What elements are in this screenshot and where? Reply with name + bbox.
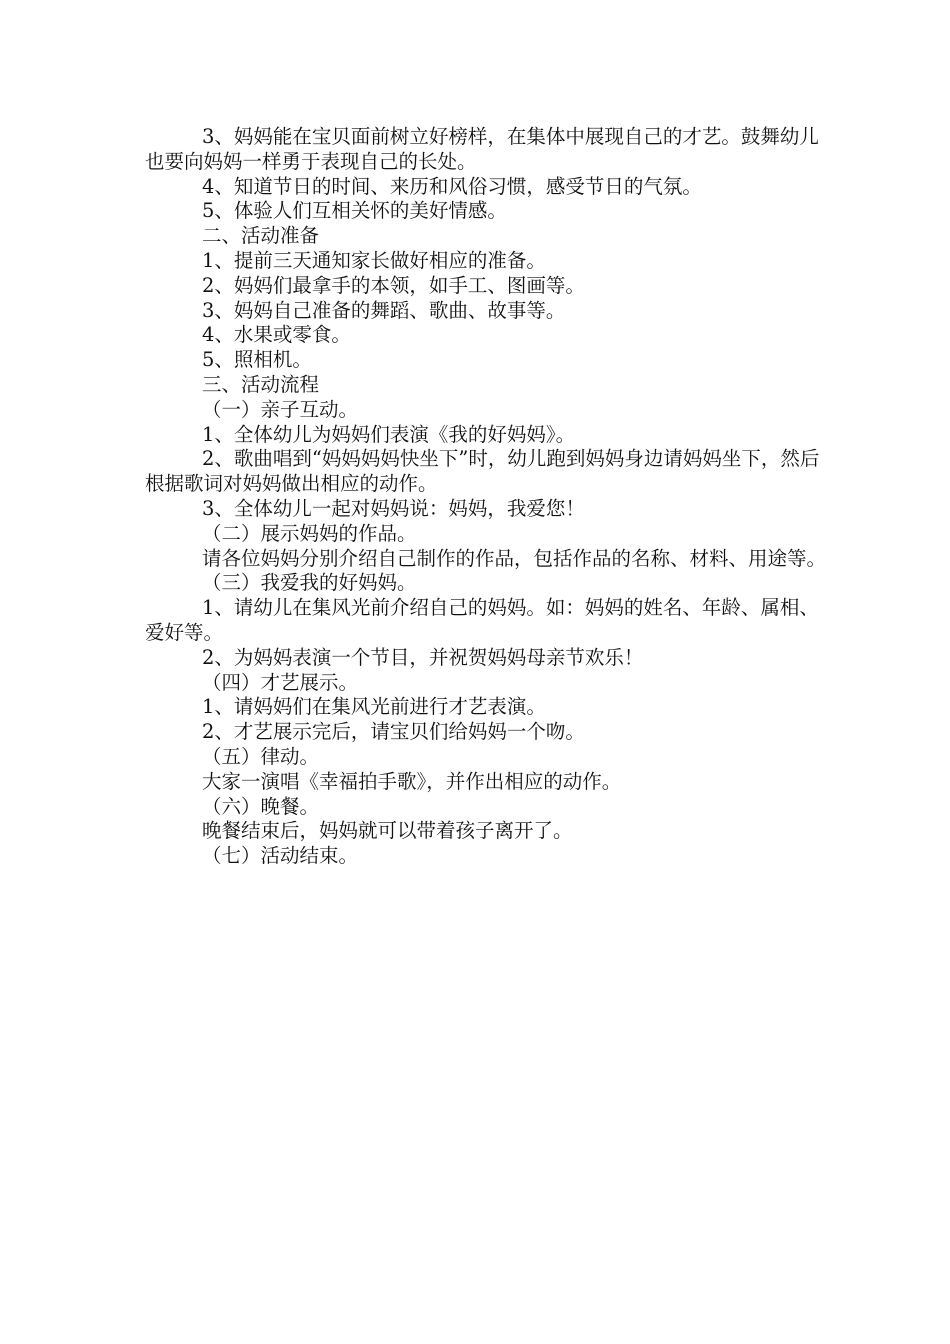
paragraph-step-3-2: 2、为妈妈表演一个节目，并祝贺妈妈母亲节欢乐！	[202, 645, 644, 669]
subsection-heading-1: （一）亲子互动。	[202, 397, 359, 421]
document-body	[145, 125, 835, 869]
paragraph-prep-1: 1、提前三天通知家长做好相应的准备。	[202, 248, 546, 272]
subsection-heading-7: （七）活动结束。	[202, 844, 359, 868]
paragraph-step-2-1: 请各位妈妈分别介绍自己制作的作品，包括作品的名称、材料、用途等。	[202, 546, 827, 570]
section-heading-process: 三、活动流程	[202, 372, 320, 396]
paragraph-prep-2: 2、妈妈们最拿手的本领，如手工、图画等。	[202, 273, 585, 297]
subsection-heading-4: （四）才艺展示。	[202, 670, 359, 694]
paragraph-step-3-1: 1、请幼儿在集风光前介绍自己的妈妈。如：妈妈的姓名、年龄、属相、爱好等。	[145, 596, 819, 644]
paragraph-step-4-2: 2、才艺展示完后，请宝贝们给妈妈一个吻。	[202, 720, 585, 744]
subsection-heading-5: （五）律动。	[202, 744, 320, 768]
paragraph-goal-4: 4、知道节日的时间、来历和风俗习惯，感受节日的气氛。	[202, 174, 702, 198]
section-heading-preparation: 二、活动准备	[202, 224, 320, 248]
paragraph-step-4-1: 1、请妈妈们在集风光前进行才艺表演。	[202, 695, 546, 719]
paragraph-goal-3: 3、妈妈能在宝贝面前树立好榜样，在集体中展现自己的才艺。鼓舞幼儿也要向妈妈一样勇于表现自己的长处。	[145, 125, 819, 173]
paragraph-step-5-1: 大家一演唱《幸福拍手歌》，并作出相应的动作。	[202, 769, 622, 793]
paragraph-step-1-3: 3、全体幼儿一起对妈妈说：妈妈，我爱您！	[202, 496, 585, 520]
paragraph-prep-4: 4、水果或零食。	[202, 323, 351, 347]
paragraph-step-1-1: 1、全体幼儿为妈妈们表演《我的好妈妈》。	[202, 422, 576, 446]
paragraph-goal-5: 5、体验人们互相关怀的美好情感。	[202, 199, 507, 223]
paragraph-step-1-2: 2、歌曲唱到“妈妈妈妈快坐下”时，幼儿跑到妈妈身边请妈妈坐下，然后根据歌词对妈妈做出相应的动作。	[145, 447, 820, 496]
subsection-heading-3: （三）我爱我的好妈妈。	[202, 571, 417, 595]
subsection-heading-6: （六）晚餐。	[202, 794, 320, 818]
paragraph-step-6-1: 晚餐结束后，妈妈就可以带着孩子离开了。	[202, 819, 573, 843]
paragraph-prep-5: 5、照相机。	[202, 348, 312, 372]
subsection-heading-2: （二）展示妈妈的作品。	[202, 521, 417, 545]
paragraph-prep-3: 3、妈妈自己准备的舞蹈、歌曲、故事等。	[202, 298, 566, 322]
